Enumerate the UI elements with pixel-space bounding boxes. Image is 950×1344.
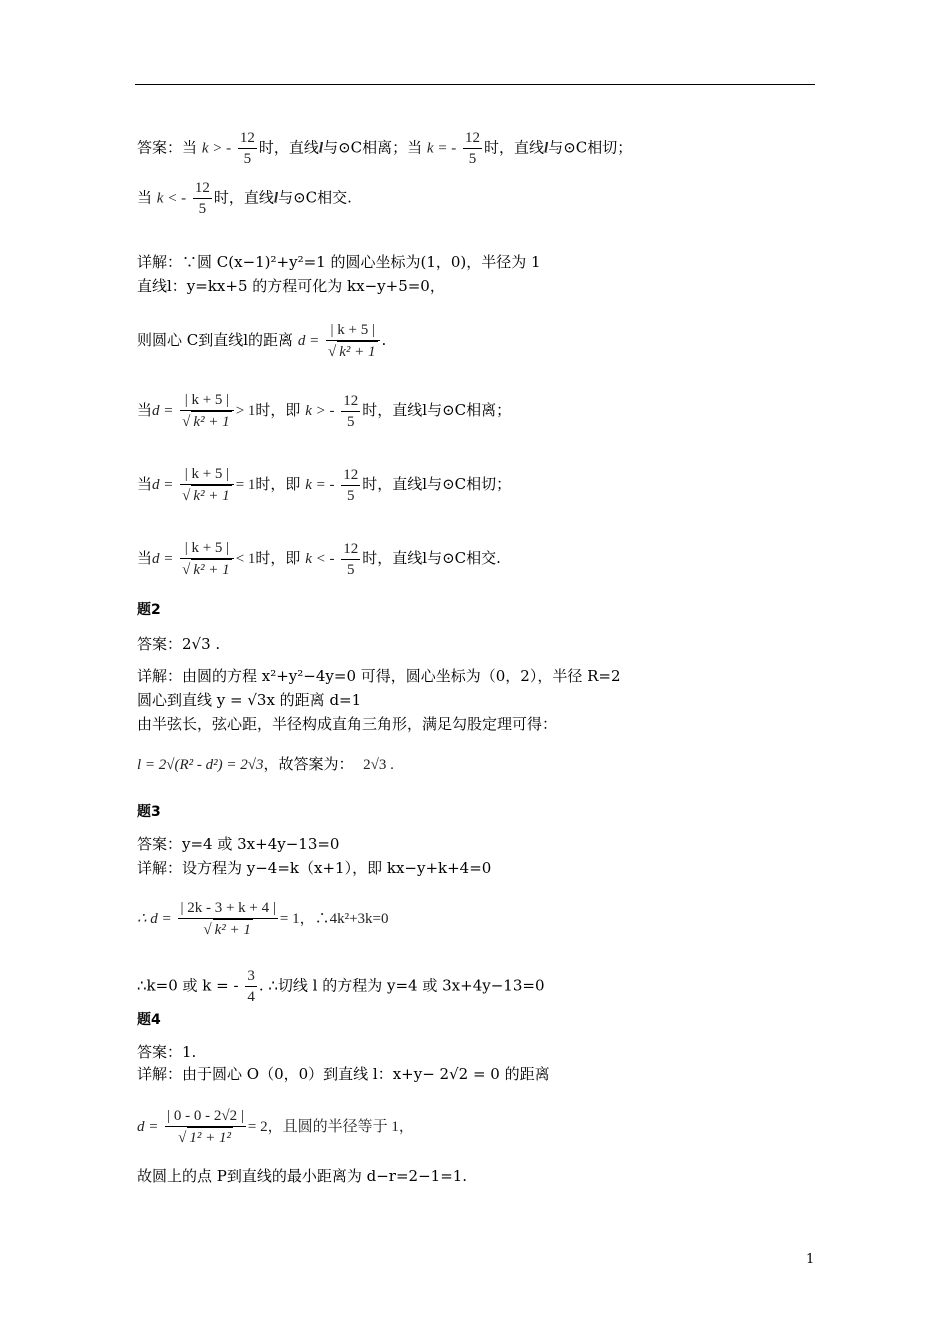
fraction-12-5: $\frac{12}{5}$ [464,130,480,167]
detail-line-2: 直线l：y=kx+5 的方程可化为 kx−y+5=0， [137,277,445,295]
problem-4-distance: d = $\frac{| 0 - 0 - 2√2 |}{\text{√ 1² + 1²}}$ = 2，且圆的半径等于 1， [137,1108,414,1146]
detail-line-1: 详解：∵圆 C(x−1)²+y²=1 的圆心坐标为(1，0)，半径为 1 [137,253,541,271]
answer-line-2: 当 k < - $\frac{12}{5}$ 时，直线l与⊙C相交. [137,180,352,217]
problem-3-conclusion: ∴k=0 或 k = - $\frac{3}{4}$ . ∴切线 l 的方程为 y=4 或 3x+4y−13=0 [137,968,545,1005]
distance-fraction: $\frac{| k + 5 |}{\text{√ k² + 1}}$ [326,320,380,362]
distance-formula-line: 则圆心 C到直线l的距离 d = $\frac{| k + 5 |}{\text{√ k² + 1}}$ . [137,322,387,360]
problem-2-heading: 题2 [137,602,161,618]
case-far-line: 当d = $\frac{| k + 5 |}{\text{√ k² + 1}}$ > 1时，即 k > - $\frac{12}{5}$ 时，直线l与⊙C相离； [137,392,512,430]
problem-2-result: l = 2√(R² - d²) = 2√3，故答案为： 2√3 . [137,755,394,773]
problem-2-detail-2: 圆心到直线 y = √3x 的距离 d=1 [137,691,362,709]
fraction-12-5: $\frac{12}{5}$ [194,180,210,217]
problem-3-heading: 题3 [137,804,161,820]
case-intersect-line: 当d = $\frac{| k + 5 |}{\text{√ k² + 1}}$ < 1时，即 k < - $\frac{12}{5}$ 时，直线l与⊙C相交. [137,540,501,578]
problem-3-distance: ∴ d = $\frac{| 2k - 3 + k + 4 |}{\text{√ k² + 1}}$ = 1，∴4k²+3k=0 [137,900,389,938]
problem-2-detail-1: 详解：由圆的方程 x²+y²−4y=0 可得，圆心坐标为（0，2），半径 R=2 [137,667,621,685]
problem-3-answer: 答案：y=4 或 3x+4y−13=0 [137,835,340,853]
problem-2-detail-3: 由半弦长，弦心距，半径构成直角三角形，满足勾股定理可得： [137,715,558,733]
problem-4-detail-1: 详解：由于圆心 O（0，0）到直线 l：x+y− 2√2 = 0 的距离 [137,1065,550,1083]
problem-4-heading: 题4 [137,1012,161,1028]
answer-line-1: 答案：当 k > - $\frac{12}{5}$ 时，直线l与⊙C相离；当 k = - $\frac{12}{5}$ 时，直线l与⊙C相切； [137,130,633,167]
problem-4-conclusion: 故圆上的点 P到直线的最小距离为 d−r=2−1=1. [137,1167,468,1185]
page-number: 1 [806,1252,815,1267]
problem-3-detail-1: 详解：设方程为 y−4=k（x+1），即 kx−y+k+4=0 [137,859,492,877]
header-rule [135,84,815,85]
fraction-12-5: $\frac{12}{5}$ [239,130,255,167]
case-tangent-line: 当d = $\frac{| k + 5 |}{\text{√ k² + 1}}$ = 1时，即 k = - $\frac{12}{5}$ 时，直线l与⊙C相切； [137,466,512,504]
problem-2-answer: 答案：2√3 . [137,635,221,653]
problem-4-answer: 答案：1. [137,1043,197,1061]
